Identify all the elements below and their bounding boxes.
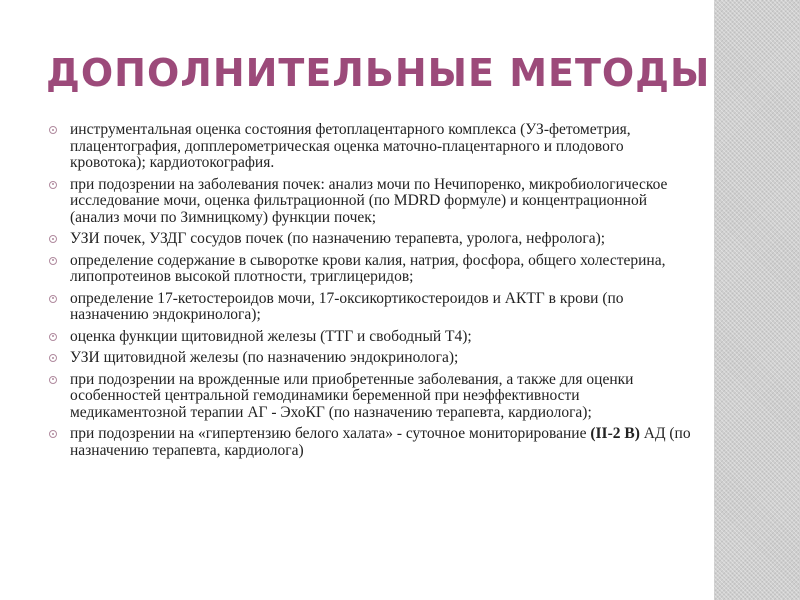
list-item-text: при подозрении на врожденные или приобретенные заболевания, а также для оценки особенностей центральной гемодинамики беременной при неэффективности медикаментозной терапии АГ - ЭхоКГ (по назначению терапевта, кардиолога); — [70, 370, 634, 421]
list-item-text: определение 17-кетостероидов мочи, 17-оксикортикостероидов и АКТГ в крови (по назначению эндокринолога); — [70, 289, 624, 323]
circle-bullet-icon — [49, 354, 57, 362]
evidence-level: (II-2 B) — [590, 425, 640, 442]
list-item-text — [70, 425, 691, 459]
list-item-text: инструментальная оценка состояния фетоплацентарного комплекса (УЗ-фетометрия, плацентография, допплерометрическая оценка маточно-плацентарного и плодового кровотока); кардиотокография. — [70, 121, 631, 171]
slide-content — [46, 122, 696, 464]
list-item-text: при подозрении на заболевания почек: анализ мочи по Нечипоренко, микробиологическое исследование мочи, оценка фильтрационной (по MDRD формуле) и концентрационной (анализ мочи по Зимницкому) функции почек; — [70, 175, 668, 226]
circle-bullet-icon — [49, 295, 57, 303]
list-item — [46, 291, 696, 324]
circle-bullet-icon — [49, 235, 57, 243]
circle-bullet-icon — [49, 430, 57, 438]
circle-bullet-icon — [49, 181, 57, 189]
list-item-text-part: при подозрении на «гипертензию белого халата» - суточное мониторирование — [70, 425, 591, 442]
list-item-text: оценка функции щитовидной железы (ТТГ и свободный Т4); — [70, 327, 472, 345]
circle-bullet-icon — [49, 126, 57, 134]
slide-title: ДОПОЛНИТЕЛЬНЫЕ МЕТОДЫ — [46, 51, 711, 95]
list-item — [46, 177, 696, 227]
list-item-text: УЗИ щитовидной железы (по назначению эндокринолога); — [70, 349, 459, 366]
list-item-text-part: АД (по назначению терапевта, кардиолога) — [70, 425, 691, 459]
list-item — [46, 253, 696, 286]
list-item — [46, 329, 696, 346]
list-item-text: УЗИ почек, УЗДГ сосудов почек (по назначению терапевта, уролога, нефролога); — [70, 230, 606, 247]
bullet-list — [46, 122, 696, 459]
decorative-side-panel — [714, 0, 800, 600]
list-item — [46, 122, 696, 172]
list-item — [46, 372, 696, 422]
circle-bullet-icon — [49, 333, 57, 341]
list-item-text: определение содержание в сыворотке крови калия, натрия, фосфора, общего холестерина, липопротеинов высокой плотности, триглицеридов; — [70, 251, 666, 285]
list-item — [46, 231, 696, 248]
circle-bullet-icon — [49, 257, 57, 265]
list-item — [46, 350, 696, 367]
list-item — [46, 426, 696, 459]
circle-bullet-icon — [49, 376, 57, 384]
